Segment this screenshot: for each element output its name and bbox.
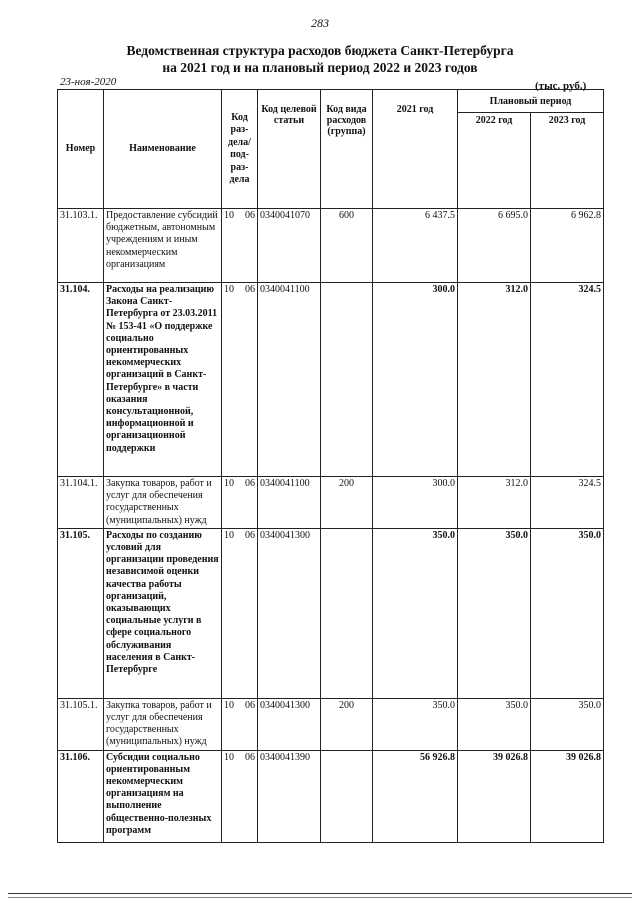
row-amount-2021: 6 437.5	[373, 209, 458, 283]
table-row	[58, 750, 604, 842]
header-section-code: Код раз- дела/ под- раз- дела	[222, 90, 258, 209]
row-target-code: 0340041300	[258, 528, 321, 698]
budget-table	[57, 89, 604, 843]
row-amount-2023: 350.0	[531, 698, 604, 750]
row-amount-2022: 350.0	[458, 698, 531, 750]
row-section: 10	[224, 699, 234, 711]
row-section-code	[222, 528, 258, 698]
row-target-code: 0340041070	[258, 209, 321, 283]
row-name: Закупка товаров, работ и услуг для обеспечения государственных (муниципальных) нужд	[104, 698, 222, 750]
document-date: 23-ноя-2020	[60, 76, 117, 88]
row-subsection: 06	[245, 699, 255, 711]
row-amount-2022: 39 026.8	[458, 750, 531, 842]
row-name: Расходы на реализацию Закона Санкт-Петербурга от 23.03.2011 № 153-41 «О поддержке социально ориентированных некоммерческих организаций в Санкт-Петербурге» в части оказания консультационной, информационной и организационной поддержки	[104, 283, 222, 477]
row-section-code	[222, 283, 258, 477]
row-amount-2021: 300.0	[373, 283, 458, 477]
row-section-code	[222, 698, 258, 750]
table-row	[58, 477, 604, 529]
row-section: 10	[224, 751, 234, 763]
page-number: 283	[311, 16, 329, 30]
row-section-code	[222, 477, 258, 529]
header-expense-type: Код вида расходов (группа)	[321, 90, 373, 209]
row-amount-2021: 300.0	[373, 477, 458, 529]
header-year-2022: 2022 год	[458, 113, 531, 209]
row-amount-2022: 312.0	[458, 283, 531, 477]
row-amount-2021: 350.0	[373, 528, 458, 698]
row-amount-2022: 6 695.0	[458, 209, 531, 283]
header-number: Номер	[58, 90, 104, 209]
units-label: (тыс. руб.)	[535, 80, 587, 92]
row-amount-2021: 350.0	[373, 698, 458, 750]
row-amount-2023: 350.0	[531, 528, 604, 698]
row-number: 31.104.1.	[58, 477, 104, 529]
table-row	[58, 698, 604, 750]
row-section: 10	[224, 210, 234, 221]
row-section-code	[222, 209, 258, 283]
row-subsection: 06	[245, 529, 255, 541]
row-amount-2022: 350.0	[458, 528, 531, 698]
header-target-code: Код целевой статьи	[258, 90, 321, 209]
table-row	[58, 528, 604, 698]
row-expense-type: 600	[321, 209, 373, 283]
header-year-2021: 2021 год	[373, 90, 458, 209]
row-name: Закупка товаров, работ и услуг для обеспечения государственных (муниципальных) нужд	[104, 477, 222, 529]
row-amount-2023: 324.5	[531, 477, 604, 529]
header-name: Наименование	[104, 90, 222, 209]
row-number: 31.105.1.	[58, 698, 104, 750]
table-row	[58, 283, 604, 477]
row-number: 31.103.1.	[58, 209, 104, 283]
row-number: 31.106.	[58, 750, 104, 842]
row-name: Расходы по созданию условий для организации проведения независимой оценки качества работы организаций, оказывающих социальные услуги в сфере социального обслуживания населения в Санкт-Петербурге	[104, 528, 222, 698]
table-body	[58, 209, 604, 843]
document-title	[0, 42, 640, 76]
row-target-code: 0340041390	[258, 750, 321, 842]
row-amount-2023: 324.5	[531, 283, 604, 477]
title-line-1: Ведомственная структура расходов бюджета Санкт-Петербурга	[126, 43, 514, 58]
row-subsection: 06	[245, 751, 255, 763]
row-expense-type	[321, 750, 373, 842]
row-subsection: 06	[245, 478, 255, 489]
row-target-code: 0340041100	[258, 477, 321, 529]
row-section-code	[222, 750, 258, 842]
row-expense-type	[321, 528, 373, 698]
row-target-code: 0340041300	[258, 698, 321, 750]
row-section: 10	[224, 478, 234, 489]
row-name: Субсидии социально ориентированным некоммерческим организациям на выполнение общественно-полезных программ	[104, 750, 222, 842]
title-line-2: на 2021 год и на плановый период 2022 и 2023 годов	[162, 60, 478, 75]
footer-rule	[8, 893, 632, 894]
row-expense-type: 200	[321, 477, 373, 529]
row-number: 31.104.	[58, 283, 104, 477]
table-row	[58, 209, 604, 283]
row-target-code: 0340041100	[258, 283, 321, 477]
row-amount-2021: 56 926.8	[373, 750, 458, 842]
header-planned-period: Плановый период	[458, 90, 604, 113]
row-amount-2023: 6 962.8	[531, 209, 604, 283]
row-subsection: 06	[245, 210, 255, 221]
row-amount-2022: 312.0	[458, 477, 531, 529]
row-name: Предоставление субсидий бюджетным, автономным учреждениям и иным некоммерческим организациям	[104, 209, 222, 283]
row-section: 10	[224, 284, 234, 295]
row-expense-type	[321, 283, 373, 477]
row-section: 10	[224, 529, 234, 541]
footer-rule-2	[8, 897, 632, 898]
row-number: 31.105.	[58, 528, 104, 698]
row-amount-2023: 39 026.8	[531, 750, 604, 842]
row-expense-type: 200	[321, 698, 373, 750]
row-subsection: 06	[245, 284, 255, 295]
header-year-2023: 2023 год	[531, 113, 604, 209]
